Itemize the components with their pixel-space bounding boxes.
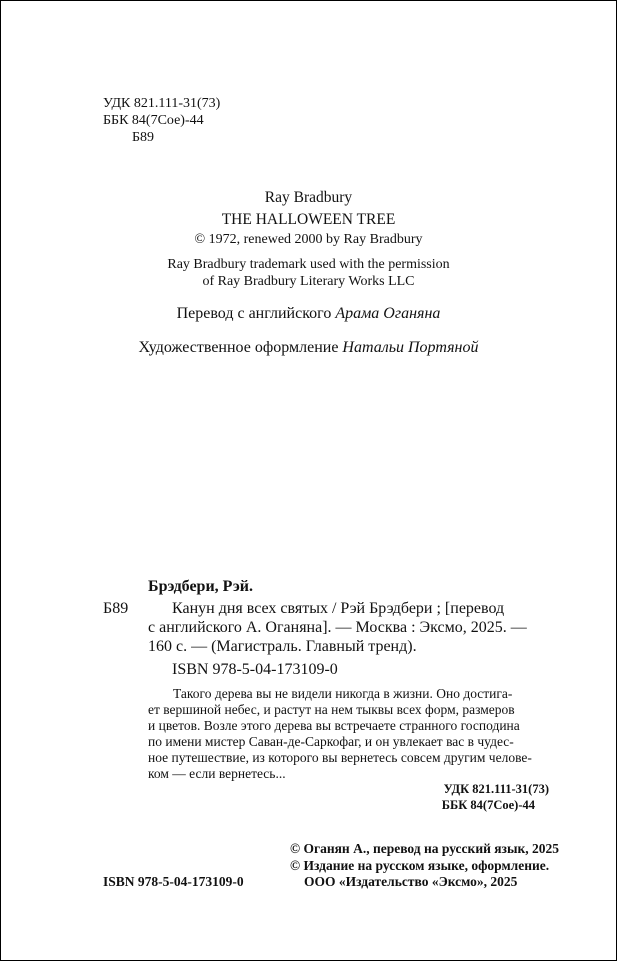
- artist-name: Натальи Портяной: [342, 339, 479, 356]
- catalog-line: Канун дня всех святых / Рэй Брэдбери ; [перевод: [172, 600, 505, 617]
- catalog-isbn: ISBN 978-5-04-173109-0: [172, 661, 338, 678]
- catalog-line: 160 с. — (Магистраль. Главный тренд).: [148, 638, 417, 655]
- udk-code: УДК 821.111-31(73): [103, 96, 221, 111]
- original-author: Ray Bradbury: [264, 189, 353, 206]
- annotation-line: и цветов. Возле этого дерева вы встречаете странного господина: [148, 718, 520, 733]
- annotation-line: ком — если вернетесь...: [148, 766, 286, 781]
- annotation-bbk: ББК 84(7Сое)-44: [441, 798, 535, 812]
- annotation-line: Такого дерева вы не видели никогда в жизни. Оно достига-: [173, 686, 513, 701]
- annotation-line: по имени мистер Саван-де-Саркофаг, и он увлекает вас в чудес-: [148, 734, 514, 749]
- copyright-edition: © Издание на русском языке, оформление.: [290, 858, 550, 873]
- catalog-line: с английского А. Оганяна]. — Москва : Эксмо, 2025. —: [148, 619, 527, 636]
- original-title: THE HALLOWEEN TREE: [221, 211, 396, 228]
- translator-name: Арама Оганяна: [335, 305, 441, 322]
- copyright-translation: © Оганян А., перевод на русский язык, 2025: [290, 841, 560, 856]
- annotation-line: ное путешествие, из которого вы вернетесь совсем другим челове-: [148, 750, 532, 765]
- art-prefix: Художественное оформление: [138, 339, 339, 356]
- translation-credit: [1, 305, 616, 323]
- catalog-mark: Б89: [103, 600, 129, 617]
- translation-prefix: Перевод с английского: [176, 305, 332, 322]
- annotation-udk: УДК 821.111-31(73): [443, 782, 549, 796]
- copyright-publisher: ООО «Издательство «Эксмо», 2025: [304, 874, 518, 889]
- original-copyright: © 1972, renewed 2000 by Ray Bradbury: [194, 232, 423, 247]
- bbk-code: ББК 84(7Сое)-44: [103, 113, 204, 128]
- author-mark: Б89: [132, 130, 155, 145]
- annotation-line: ет вершиной небес, и растут на нем тыквы всех форм, размеров: [148, 702, 515, 717]
- trademark-line-2: of Ray Bradbury Literary Works LLC: [202, 274, 415, 289]
- trademark-line-1: Ray Bradbury trademark used with the permission: [167, 257, 450, 272]
- footer-isbn: ISBN 978-5-04-173109-0: [103, 874, 244, 889]
- catalog-author-heading: Брэдбери, Рэй.: [148, 578, 253, 595]
- art-credit: [1, 339, 616, 357]
